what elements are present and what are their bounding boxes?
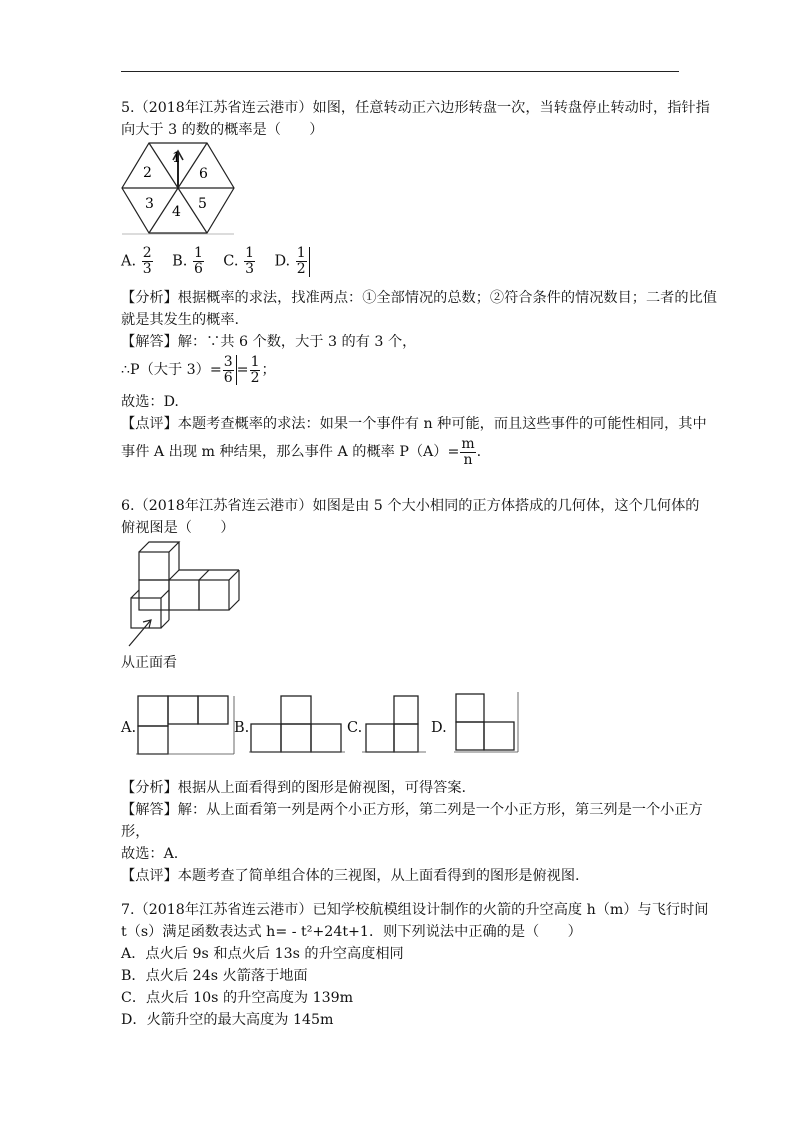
q6-stem-line1: 6.（2018年江苏省连云港市）如图是由 5 个大小相同的正方体搭成的几何体，这个几何体的 bbox=[121, 498, 700, 514]
q6-view-caption: 从正面看 bbox=[121, 655, 177, 671]
q7-option-d: D．火箭升空的最大高度为 145m bbox=[121, 1012, 334, 1028]
q5-stem-line1: 5.（2018年江苏省连云港市）如图，任意转动正六边形转盘一次，当转盘停止转动时，指针指 bbox=[121, 100, 710, 116]
q5-solution-line2: ∴P（大于 3）= $\frac{3}{6}$ = $\frac{1}{2}$ ； bbox=[121, 353, 276, 386]
q5-comment-line2: 事件 A 出现 m 种结果，那么事件 A 的概率 P（A）= $\frac{m}{n}$ . bbox=[121, 435, 482, 468]
q6-solution-line2: 形， bbox=[121, 824, 150, 840]
q5-stem-line2: 向大于 3 的数的概率是（ ） bbox=[121, 122, 324, 138]
q5-option-c-label: C. bbox=[223, 253, 239, 270]
q5-choice: 故选：D. bbox=[121, 394, 179, 410]
q5-option-d-fraction: $\frac{1}{2}$ bbox=[296, 245, 306, 277]
q5-comment-line1: 【点评】本题考查概率的求法：如果一个事件有 n 种可能，而且这些事件的可能性相同，其中 bbox=[121, 416, 707, 432]
q6-solution-line1: 【解答】解：从上面看第一列是两个小正方形，第二列是一个小正方形，第三列是一个小正方 bbox=[121, 802, 703, 818]
header-rule bbox=[121, 71, 679, 72]
q7-stem-line2: t（s）满足函数表达式 h= - t²+24t+1．则下列说法中正确的是（ ） bbox=[121, 924, 582, 940]
q5-option-d-label: D. bbox=[274, 253, 291, 270]
q7-option-b: B．点火后 24s 火箭落于地面 bbox=[121, 968, 308, 984]
q6-analysis: 【分析】根据从上面看得到的图形是俯视图，可得答案. bbox=[121, 780, 467, 796]
q6-cube-solid bbox=[121, 538, 251, 658]
q5-hexagon-spinner bbox=[121, 138, 241, 238]
q6-stem-line2: 俯视图是（ ） bbox=[121, 520, 235, 536]
q5-option-b-label: B. bbox=[172, 253, 188, 270]
q5-solution-fraction-1: $\frac{3}{6}$ bbox=[223, 353, 233, 386]
q5-solution-line1: 【解答】解：∵共 6 个数，大于 3 的有 3 个， bbox=[121, 334, 417, 350]
q5-comment-fraction: $\frac{m}{n}$ bbox=[461, 435, 475, 468]
q5-option-b-fraction: $\frac{1}{6}$ bbox=[193, 245, 203, 277]
hex-number-6: 6 bbox=[199, 166, 208, 182]
q6-option-b-label: B. bbox=[234, 720, 250, 736]
q6-comment: 【点评】本题考查了简单组合体的三视图，从上面看得到的图形是俯视图. bbox=[121, 868, 580, 884]
q6-option-c-figure bbox=[362, 694, 442, 756]
hex-number-4: 4 bbox=[172, 204, 181, 220]
q5-solution-fraction-2: $\frac{1}{2}$ bbox=[250, 353, 260, 386]
q6-option-a-figure bbox=[136, 694, 236, 756]
q6-option-d-label: D. bbox=[431, 720, 447, 736]
q5-analysis-line1: 【分析】根据概率的求法，找准两点：①全部情况的总数；②符合条件的情况数目；二者的比值 bbox=[121, 290, 717, 306]
hex-number-1: 1 bbox=[172, 150, 181, 166]
q6-option-d-figure bbox=[452, 690, 532, 756]
q6-choice: 故选：A. bbox=[121, 846, 179, 862]
hex-number-3: 3 bbox=[145, 196, 154, 212]
q5-analysis-line2: 就是其发生的概率. bbox=[121, 312, 240, 328]
q7-stem-line1: 7.（2018年江苏省连云港市）已知学校航模组设计制作的火箭的升空高度 h（m）与飞行时间 bbox=[121, 902, 709, 918]
hex-number-5: 5 bbox=[198, 196, 207, 212]
q5-option-a-fraction: $\frac{2}{3}$ bbox=[142, 245, 152, 277]
q6-option-b-figure bbox=[249, 694, 349, 756]
q7-option-c: C．点火后 10s 的升空高度为 139m bbox=[121, 990, 354, 1006]
q6-option-a-label: A. bbox=[121, 720, 137, 736]
q5-option-c-fraction: $\frac{1}{3}$ bbox=[245, 245, 255, 277]
hex-number-2: 2 bbox=[143, 165, 152, 181]
q6-option-c-label: C. bbox=[347, 720, 363, 736]
q5-options bbox=[121, 246, 310, 277]
q7-option-a: A．点火后 9s 和点火后 13s 的升空高度相同 bbox=[121, 946, 404, 962]
q5-option-a-label: A. bbox=[121, 253, 137, 270]
